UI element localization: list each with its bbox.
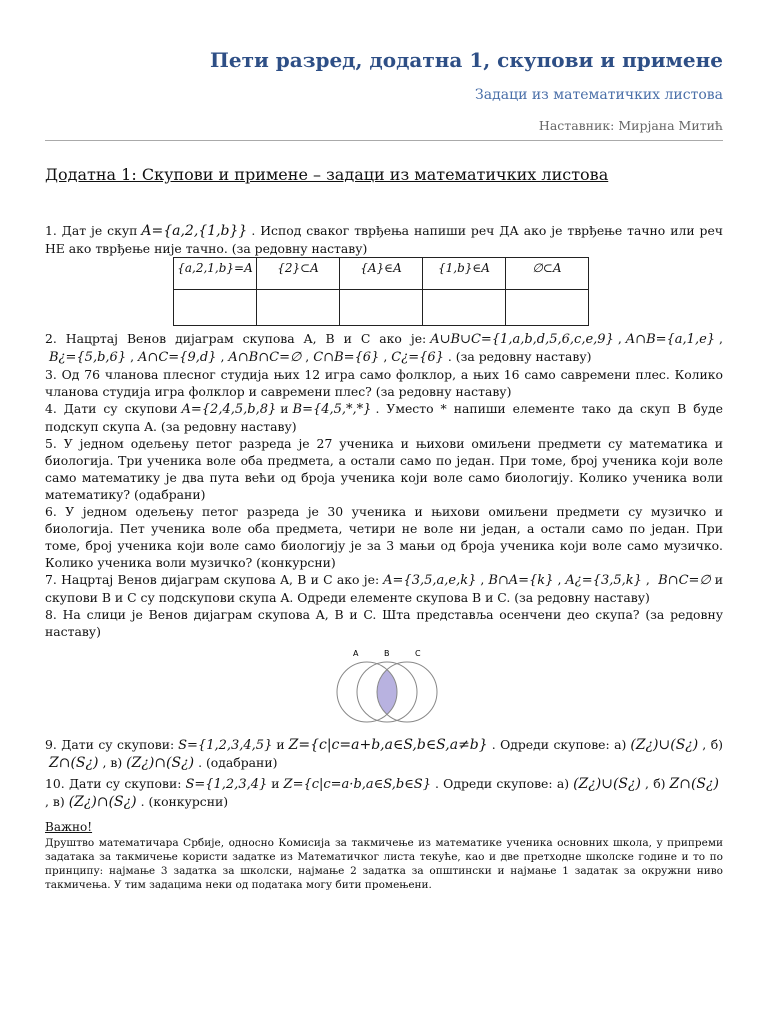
question-8: 8. На слици је Венов дијаграм скупова A, B и C. Шта представља осенчени део скупа? (за редовну наставу) [45,607,723,639]
answer-table [173,257,589,326]
venn-label-c: C [415,649,421,658]
formula: B∩A={k} [488,573,554,588]
formula: C∩B={6} [313,350,380,365]
formula: (Z¿)∪(S¿) [573,776,641,792]
answer-cell [423,290,506,326]
note-title: Важно! [45,820,93,834]
table-header-cell: {A}∈A [340,258,423,290]
table-header-cell: ∅⊂A [506,258,589,290]
note-text: Друштво математичара Србије, односно Комисија за такмичење из математике ученика основних школа, у припреми задатака за такмичење користи задатке из Математичког листа текуће, као и две претходне школске године и то по принципу: најмање 3 задатка за школски, најмање 2 задатка за општински и најмање 1 задатак за окружни ниво такмичења. У тим задацима неки од података могу бити промењени. [45,837,723,891]
document-subtitle: Задаци из математичких листова [475,87,723,103]
document-title: Пети разред, додатна 1, скупови и примене [209,48,723,72]
question-4: 4. Дати су скупови A={2,4,5,b,8} и B={4,5,*,*} . Уместо * напиши елементе тако да скуп B буде подскуп скупа A. (за редовну наставу) [45,401,723,434]
venn-label-a: A [353,649,359,658]
answer-cell [174,290,257,326]
formula: A={2,4,5,b,8} [181,402,277,417]
formula: B∩C=∅ [658,573,711,588]
question-9: 9. Дати су скупови: S={1,2,3,4,5} и Z={c|c=a+b,a∈S,b∈S,a≠b} . Одреди скупове: а) (Z¿)∪(S¿) , б)Z∩(S¿) , в) (Z¿)∩(S¿) . (одабрани) [45,737,723,771]
question-6: 6. У једном одељењу петог разреда је 30 ученика и њихови омиљени предмети су музичко и биологија. Пет ученика воле оба предмета, четири не воле ни један, а остали само по један. При томе, број ученика који воле само биологију је за 3 мањи од броја ученика који воле само музичко. Колико ученика воли музичко? (конкурсни) [45,504,723,570]
formula: A∪B∪C={1,a,b,d,5,6,c,e,9} [430,332,614,347]
venn-diagram [327,646,447,726]
formula: (Z¿)∩(S¿) [126,755,195,771]
answer-cell [506,290,589,326]
answer-cell [257,290,340,326]
question-2: 2. Нацртај Венов дијаграм скупова A, B и C ако је: A∪B∪C={1,a,b,d,5,6,c,e,9} , A∩B={a,1,e} , B¿={5,b,6} , A∩C={9,d} , A∩B∩C=∅ , C∩B={6} , C¿={6} . (за редовну наставу) [45,331,723,365]
formula: Z∩(S¿) [669,776,719,792]
formula: C¿={6} [391,350,444,365]
formula: Z∩(S¿) [49,755,99,771]
formula: A={a,2,{1,b}} [141,223,248,239]
question-5: 5. У једном одељењу петог разреда је 27 ученика и њихови омиљени предмети су математика и биологија. Три ученика воле оба предмета, а остали само по један. При томе, број ученика који воле само математику је два пута већи од броја ученика који воле само биологију. Колико ученика воли математику? (одабрани) [45,436,723,502]
question-3: 3. Од 76 чланова плесног студија њих 12 игра само фолклор, а њих 16 само савремени плес. Колико чланова студија игра фолклор и савремени плес? (за редовну наставу) [45,367,723,399]
formula: (Z¿)∪(S¿) [630,737,699,753]
formula: A={3,5,a,e,k} [383,573,477,588]
table-header-cell: {2}⊂A [257,258,340,290]
venn-label-b: B [384,649,390,658]
formula: Z={c|c=a+b,a∈S,b∈S,a≠b} [288,737,488,753]
formula: B¿={5,b,6} [49,350,127,365]
header-divider [45,140,723,141]
question-10: 10. Дати су скупови: S={1,2,3,4} и Z={c|c=a·b,a∈S,b∈S} . Одреди скупове: а) (Z¿)∪(S¿) , б) Z∩(S¿), в) (Z¿)∩(S¿) . (конкурсни) [45,776,719,810]
section-heading: Додатна 1: Скупови и примене – задаци из математичких листова [45,165,609,184]
formula: (Z¿)∩(S¿) [68,794,137,810]
answer-cell [340,290,423,326]
question-7: 7. Нацртај Венов дијаграм скупова A, B и C ако је: A={3,5,a,e,k} , B∩A={k} , A¿={3,5,k} , B∩C=∅ и скупови B и C су подскупови скупа A. Одреди елементе скупова B и C. (за редовну наставу) [45,572,723,605]
formula: Z={c|c=a·b,a∈S,b∈S} [283,777,431,792]
formula: A∩C={9,d} [138,350,217,365]
venn-diagram-container [45,646,723,726]
formula: S={1,2,3,4,5} [178,738,273,753]
document-body [45,222,723,892]
table-header-cell: {1,b}∈A [423,258,506,290]
teacher-name: Наставник: Мирјана Митић [538,118,723,133]
question-1: 1. Дат је скуп A={a,2,{1,b}} . Испод сваког тврђења напиши реч ДА ако је тврђење тачно или реч НЕ ако тврђење није тачно. (за редовну наставу) [45,223,723,256]
formula: A∩B={a,1,e} [625,332,716,347]
formula: A∩B∩C=∅ [228,350,302,365]
table-header-cell: {a,2,1,b}=A [174,258,257,290]
formula: A¿={3,5,k} [565,573,642,588]
formula: S={1,2,3,4} [185,777,268,792]
formula: B={4,5,*,*} [292,402,372,417]
